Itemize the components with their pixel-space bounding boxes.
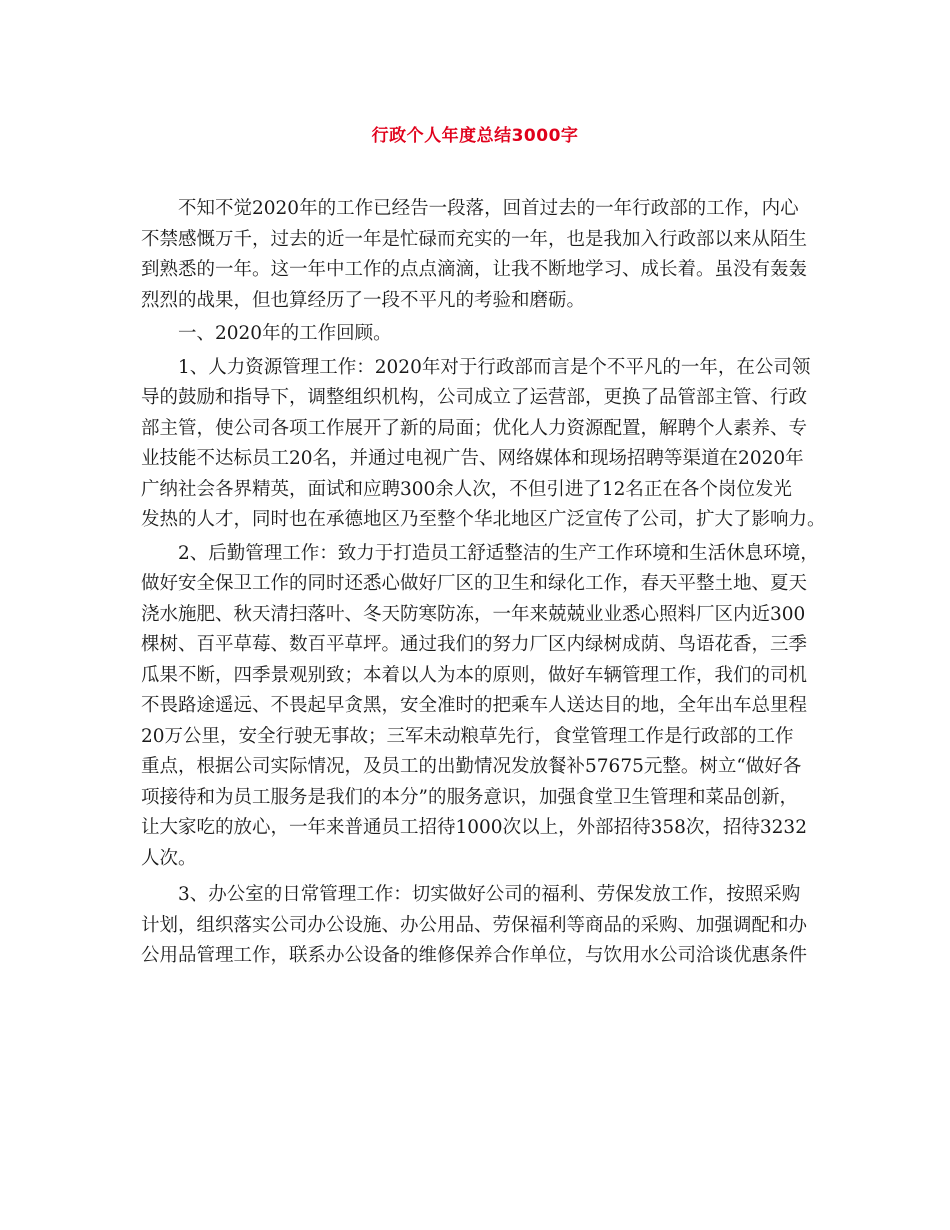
text-line: 让大家吃的放心，一年来普通员工招待1000次以上，外部招待358次，招待3232: [141, 817, 807, 838]
text-line: 到熟悉的一年。这一年中工作的点点滴滴，让我不断地学习、成长着。虽没有轰轰: [141, 259, 808, 280]
section-heading: 一、2020年的工作回顾。: [141, 323, 392, 344]
text-line: 不畏路途遥远、不畏起早贪黑，安全准时的把乘车人送达目的地，全年出车总里程: [141, 695, 808, 716]
document-title: 行政个人年度总结3000字: [371, 126, 579, 146]
text-line: 广纳社会各界精英，面试和应聘300余人次，不但引进了12名正在各个岗位发光: [141, 478, 792, 500]
paragraph-intro: [141, 194, 831, 316]
text-line: 做好安全保卫工作的同时还悉心做好厂区的卫生和绿化工作，春天平整土地、夏天: [141, 573, 808, 594]
text-line: 公用品管理工作，联系办公设备的维修保养合作单位，与饮用水公司洽谈优惠条件: [141, 945, 808, 966]
text-line: 烈烈的战果，但也算经历了一段不平凡的考验和磨砺。: [141, 289, 586, 311]
text-line: 发热的人才，同时也在承德地区乃至整个华北地区广泛宣传了公司，扩大了影响力。: [141, 509, 826, 530]
paragraph-logistics-management: [141, 539, 831, 875]
document-body: [141, 194, 831, 972]
text-line: 不知不觉2020年的工作已经告一段落，回首过去的一年行政部的工作，内心: [141, 198, 799, 219]
text-line: 人次。: [141, 847, 197, 869]
text-line: 浇水施肥、秋天清扫落叶、冬天防寒防冻，一年来兢兢业业悉心照料厂区内近300: [141, 603, 806, 625]
paragraph-hr-management: [141, 353, 831, 536]
text-line: 2、后勤管理工作：致力于打造员工舒适整洁的生产工作环境和生活休息环境，: [141, 542, 819, 564]
text-line: 导的鼓励和指导下，调整组织机构，公司成立了运营部，更换了品管部主管、行政: [141, 387, 808, 408]
text-line: 20万公里，安全行驶无事故；三军未动粮草先行，食堂管理工作是行政部的工作: [141, 725, 794, 747]
text-line: 业技能不达标员工20名，并通过电视广告、网络媒体和现场招聘等渠道在2020年: [141, 448, 804, 469]
text-line: 项接待和为员工服务是我们的本分”的服务意识，加强食堂卫生管理和菜品创新，: [141, 786, 798, 808]
paragraph-section-heading: [141, 319, 831, 350]
text-line: 不禁感慨万千，过去的近一年是忙碌而充实的一年，也是我加入行政部以来从陌生: [141, 228, 808, 250]
paragraph-office-management: [141, 880, 831, 972]
text-line: 计划，组织落实公司办公设施、办公用品、劳保福利等商品的采购、加强调配和办: [141, 914, 808, 936]
text-line: 瓜果不断，四季景观别致；本着以人为本的原则，做好车辆管理工作，我们的司机: [141, 664, 808, 686]
text-line: 重点，根据公司实际情况，及员工的出勤情况发放餐补57675元整。树立“做好各: [141, 756, 802, 777]
text-line: 棵树、百平草莓、数百平草坪。通过我们的努力厂区内绿树成荫、鸟语花香，三季: [141, 634, 808, 655]
text-line: 3、办公室的日常管理工作：切实做好公司的福利、劳保发放工作，按照采购: [141, 884, 801, 905]
text-line: 部主管，使公司各项工作展开了新的局面；优化人力资源配置，解聘个人素养、专: [141, 417, 808, 439]
text-line: 1、人力资源管理工作：2020年对于行政部而言是个不平凡的一年，在公司领: [141, 356, 811, 378]
